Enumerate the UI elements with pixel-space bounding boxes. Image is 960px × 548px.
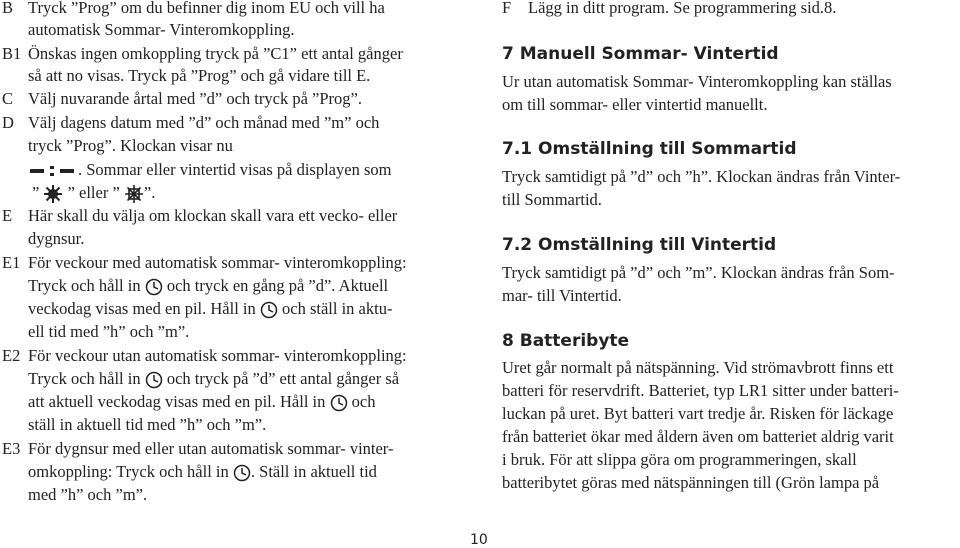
section-heading: 8 Batteribyte bbox=[502, 331, 630, 351]
item-label: B1 bbox=[2, 44, 22, 63]
item-label: E1 bbox=[2, 253, 21, 272]
display-dashes-icon bbox=[28, 164, 78, 178]
paragraph-line: så att no visas. Tryck på ”Prog” och gå vidare till E. bbox=[28, 66, 371, 85]
paragraph-line: Tryck samtidigt på ”d” och ”h”. Klockan ändras från Vinter- bbox=[502, 167, 901, 186]
paragraph-line: automatisk Sommar- Vinteromkoppling. bbox=[28, 20, 295, 39]
paragraph-line: För dygnsur med eller utan automatisk sommar- vinter- bbox=[28, 439, 394, 458]
paragraph-line: Lägg in ditt program. Se programmering sid.8. bbox=[528, 0, 837, 17]
paragraph-line: För veckour utan automatisk sommar- vinteromkoppling: bbox=[28, 346, 407, 365]
paragraph-line: Ur utan automatisk Sommar- Vinteromkoppling kan ställas bbox=[502, 72, 892, 91]
paragraph-line: Tryck och håll in och tryck en gång på ”d”. Aktuell bbox=[28, 276, 389, 295]
paragraph-line: För veckour med automatisk sommar- vinteromkoppling: bbox=[28, 253, 407, 272]
paragraph-line: ” ” eller ” ”. bbox=[32, 183, 155, 204]
clock-icon bbox=[145, 278, 163, 296]
paragraph-line: Tryck samtidigt på ”d” och ”m”. Klockan ändras från Som- bbox=[502, 263, 895, 282]
paragraph-line: veckodag visas med en pil. Håll in och ställ in aktu- bbox=[28, 299, 393, 318]
section-heading: 7.2 Omställning till Vintertid bbox=[502, 235, 777, 255]
paragraph-line: mar- till Vintertid. bbox=[502, 286, 622, 305]
clock-icon bbox=[145, 371, 163, 389]
paragraph-line: ell tid med ”h” och ”m”. bbox=[28, 322, 190, 341]
section-heading: 7.1 Omställning till Sommartid bbox=[502, 139, 797, 159]
clock-icon bbox=[233, 464, 251, 482]
paragraph-line: om till sommar- eller vintertid manuellt. bbox=[502, 95, 768, 114]
paragraph-line: dygnsur. bbox=[28, 229, 85, 248]
item-label: E bbox=[2, 206, 13, 225]
paragraph-line: till Sommartid. bbox=[502, 190, 602, 209]
item-label: D bbox=[2, 113, 14, 132]
paragraph-line: Välj nuvarande årtal med ”d” och tryck på ”Prog”. bbox=[28, 89, 362, 108]
paragraph-line: ställ in aktuell tid med ”h” och ”m”. bbox=[28, 415, 267, 434]
paragraph-line: tryck ”Prog”. Klockan visar nu bbox=[28, 136, 233, 155]
paragraph-line: . Sommar eller vintertid visas på displayen som bbox=[28, 160, 391, 180]
item-label: E2 bbox=[2, 346, 21, 365]
paragraph-line: batteri för reservdrift. Batteriet, typ LR1 sitter under batteri- bbox=[502, 381, 899, 400]
paragraph-line: Här skall du välja om klockan skall vara ett vecko- eller bbox=[28, 206, 398, 225]
paragraph-line: batteribytet göras med nätspänningen till (Grön lampa på bbox=[502, 473, 880, 492]
item-label: C bbox=[2, 89, 14, 108]
paragraph-line: Tryck ”Prog” om du befinner dig inom EU och vill ha bbox=[28, 0, 385, 17]
clock-icon bbox=[260, 301, 278, 319]
sun-icon bbox=[43, 184, 63, 204]
paragraph-line: Tryck och håll in och tryck på ”d” ett antal gånger så bbox=[28, 369, 400, 388]
paragraph-line: att aktuell veckodag visas med en pil. Håll in och bbox=[28, 392, 376, 411]
paragraph-line: med ”h” och ”m”. bbox=[28, 485, 148, 504]
paragraph-line: i bruk. För att slippa göra om programmeringen, skall bbox=[502, 450, 857, 469]
item-label: B bbox=[2, 0, 14, 17]
paragraph-line: Välj dagens datum med ”d” och månad med ”m” och bbox=[28, 113, 380, 132]
item-label: E3 bbox=[2, 439, 21, 458]
clock-icon bbox=[330, 394, 348, 412]
paragraph-line: omkoppling: Tryck och håll in . Ställ in aktuell tid bbox=[28, 462, 377, 481]
paragraph-line: Önskas ingen omkoppling tryck på ”C1” ett antal gånger bbox=[28, 44, 403, 63]
snowflake-icon bbox=[124, 184, 144, 204]
paragraph-line: luckan på uret. Byt batteri vart tredje år. Risken för läckage bbox=[502, 404, 894, 423]
paragraph-line: Uret går normalt på nätspänning. Vid strömavbrott finns ett bbox=[502, 358, 894, 377]
page-number: 10 bbox=[470, 532, 488, 548]
section-heading: 7 Manuell Sommar- Vintertid bbox=[502, 44, 779, 64]
item-label: F bbox=[502, 0, 512, 17]
paragraph-line: från batteriet ökar med åldern även om batteriet aldrig varit bbox=[502, 427, 894, 446]
